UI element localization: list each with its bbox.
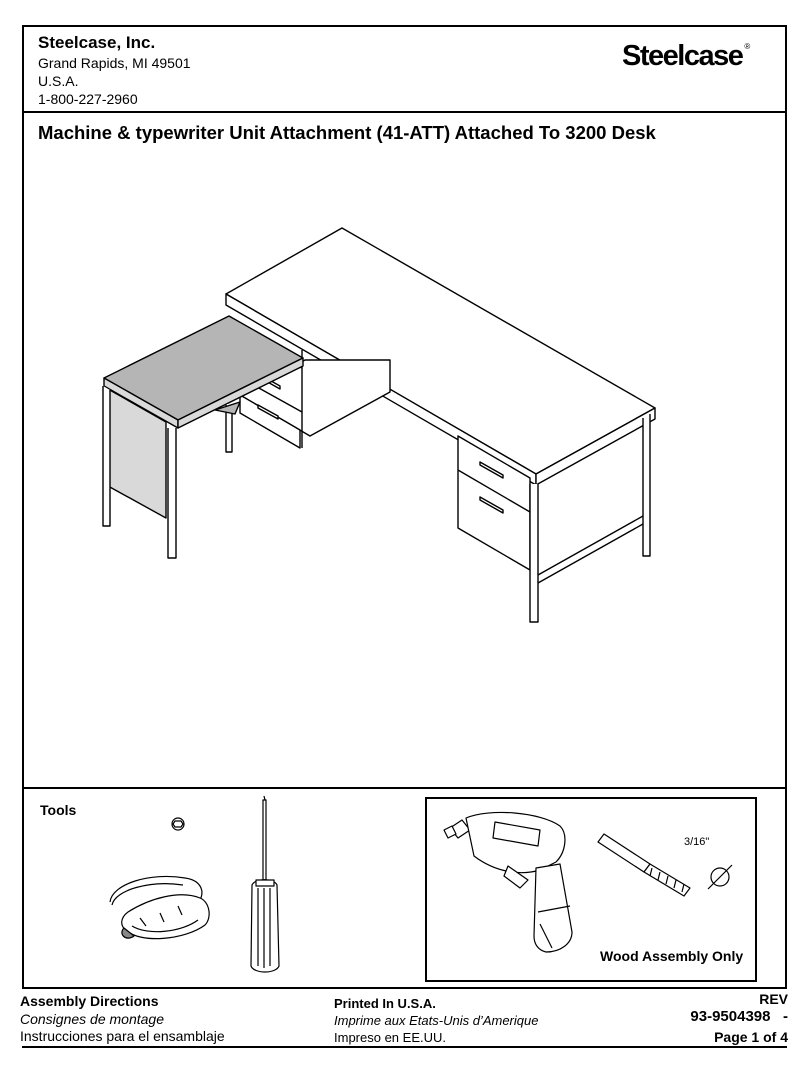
footer-assembly-directions: Assembly Directions — [20, 993, 159, 1009]
footer-doc-number — [690, 1008, 788, 1025]
logo-registered-mark: ® — [744, 42, 751, 51]
rev-value: - — [783, 1008, 788, 1025]
address-line-1: Grand Rapids, MI 49501 — [38, 55, 191, 71]
wood-assembly-label: Wood Assembly Only — [600, 948, 744, 964]
footer-printed-in: Printed In U.S.A. — [334, 996, 436, 1011]
footer-assembly-directions-es: Instrucciones para el ensamblaje — [20, 1028, 225, 1044]
footer-page-number: Page 1 of 4 — [714, 1029, 788, 1045]
drill-bit-size: 3/16" — [684, 836, 710, 848]
footer-rev-label: REV — [759, 991, 788, 1007]
footer-assembly-directions-fr: Consignes de montage — [20, 1011, 164, 1027]
company-name: Steelcase, Inc. — [38, 33, 156, 52]
footer-printed-in-es: Impreso en EE.UU. — [334, 1030, 446, 1045]
logo-text: Steelcase — [622, 40, 743, 72]
drill-bit-icon — [598, 834, 690, 896]
diameter-icon — [708, 865, 732, 889]
document-title: Machine & typewriter Unit Attachment (41-ATT) Attached To 3200 Desk — [38, 122, 656, 143]
tools-label: Tools — [40, 802, 77, 818]
footer-printed-in-fr: Imprime aux Etats-Unis d’Amerique — [334, 1013, 539, 1028]
doc-number: 93-9504398 — [690, 1008, 771, 1025]
address-line-2: U.S.A. — [38, 73, 79, 89]
phone-number: 1-800-227-2960 — [38, 91, 138, 107]
power-drill-icon — [444, 812, 572, 952]
footer-bottom-rule — [22, 1046, 787, 1048]
